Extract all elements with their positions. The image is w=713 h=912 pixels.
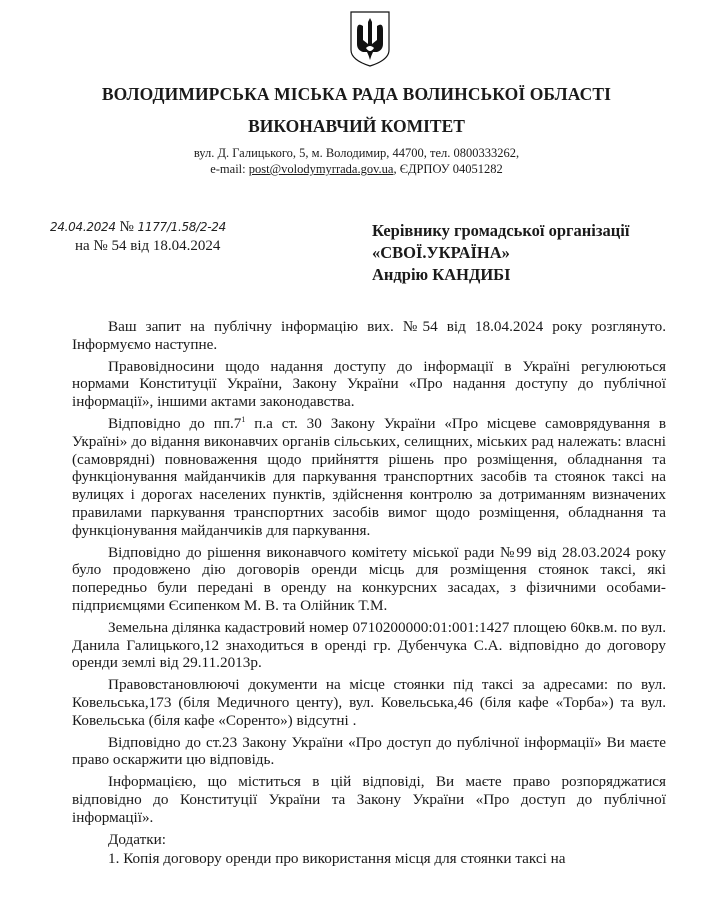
- outgoing-reference: [50, 218, 226, 256]
- contact-line: [0, 161, 713, 177]
- superscript: 1: [241, 414, 246, 424]
- outgoing-number-line: [50, 218, 226, 237]
- outgoing-date: 24.04.2024: [50, 220, 116, 234]
- letter-body: [72, 318, 666, 872]
- paragraph-land-plot: Земельна ділянка кадастровий номер 0710200000:01:001:1427 площею 60кв.м. по вул. Данила Галицького,12 знаходиться в оренді гр. Дубенчука С.А. відповідно до договору оренди землі від 29.11.2013р.: [72, 618, 666, 672]
- paragraph-committee-decision: Відповідно до рішення виконавчого комітету міської ради №99 від 28.03.2024 року було продовжено дію договорів оренди місць для розміщення стоянок таксі, які попередньо були передані в оренду на конкурсних засадах, з фізичними особами-підприємцями Єсипенком М. В. та Олійник Т.М.: [72, 543, 666, 614]
- paragraph-self-government-law: [72, 415, 666, 540]
- recipient-position: Керівнику громадської організації: [372, 221, 630, 240]
- department-title: ВИКОНАВЧИЙ КОМІТЕТ: [248, 116, 465, 136]
- paragraph-title-documents: Правовстановлюючі документи на місце стоянки під таксі за адресами: по вул. Ковельська,173 (біля Медичного центу), вул. Ковельська,46 (біля кафе «Торба») та вул. Ковельська (біля кафе «Соренто») відсутні .: [72, 676, 666, 729]
- edrpou-code: , ЄДРПОУ 04051282: [393, 162, 503, 176]
- recipient-organization: «СВОЇ.УКРАЇНА»: [372, 243, 510, 262]
- email-link[interactable]: post@volodymyrrada.gov.ua: [248, 162, 394, 176]
- paragraph-text: п.а ст. 30 Закону України «Про місцеве самоврядування в Україні» до відання виконавчих органів сільських, селищних, міських рад належать: власні (самоврядні) повноваження щодо прийняття рішень про розміщення, обладнання та функціонування майданчиків для паркування транспортних засобів та стоянок таксі на вулицях і дорогах населених пунктів, здійснення контролю за дотриманням визначених правилами паркування транспортних засобів вимог щодо розміщення, обладнання та функціонування майданчиків для паркування.: [72, 414, 666, 539]
- recipient-name: Андрію КАНДИБІ: [372, 265, 511, 284]
- paragraph-information-use: Інформацією, що міститься в цій відповіді, Ви маєте право розпоряджатися відповідно до Конституції України та Закону України «Про доступ до публічної інформації».: [72, 773, 666, 826]
- email-prefix: e-mail:: [210, 162, 249, 176]
- attachment-item: 1. Копія договору оренди про використання місця для стоянки таксі на: [108, 850, 566, 868]
- number-sign: №: [119, 219, 134, 235]
- paragraph-appeal-right: Відповідно до ст.23 Закону України «Про доступ до публічної інформації» Ви маєте право оскаржити цю відповідь.: [72, 733, 666, 769]
- incoming-reference: на № 54 від 18.04.2024: [75, 238, 221, 254]
- paragraph-legal-basis: Правовідносини щодо надання доступу до інформації в Україні регулюються нормами Конституції України, Закону України «Про надання доступу до публічної інформації», іншими актами законодавства.: [72, 357, 666, 411]
- letterhead-address: [0, 145, 713, 177]
- recipient-block: [372, 220, 629, 286]
- ukraine-trident-icon: [349, 10, 391, 68]
- address-line: вул. Д. Галицького, 5, м. Володимир, 44700, тел. 0800333262,: [193, 146, 520, 160]
- organization-title: ВОЛОДИМИРСЬКА МІСЬКА РАДА ВОЛИНСЬКОЇ ОБЛАСТІ: [101, 84, 612, 104]
- outgoing-number: 1177/1.58/2-24: [137, 220, 226, 234]
- attachments-title: Додатки:: [108, 830, 166, 848]
- paragraph-text: Відповідно до пп.7: [108, 414, 242, 432]
- paragraph-request: Ваш запит на публічну інформацію вих. №54 від 18.04.2024 року розглянуто. Інформуємо наступне.: [72, 318, 666, 353]
